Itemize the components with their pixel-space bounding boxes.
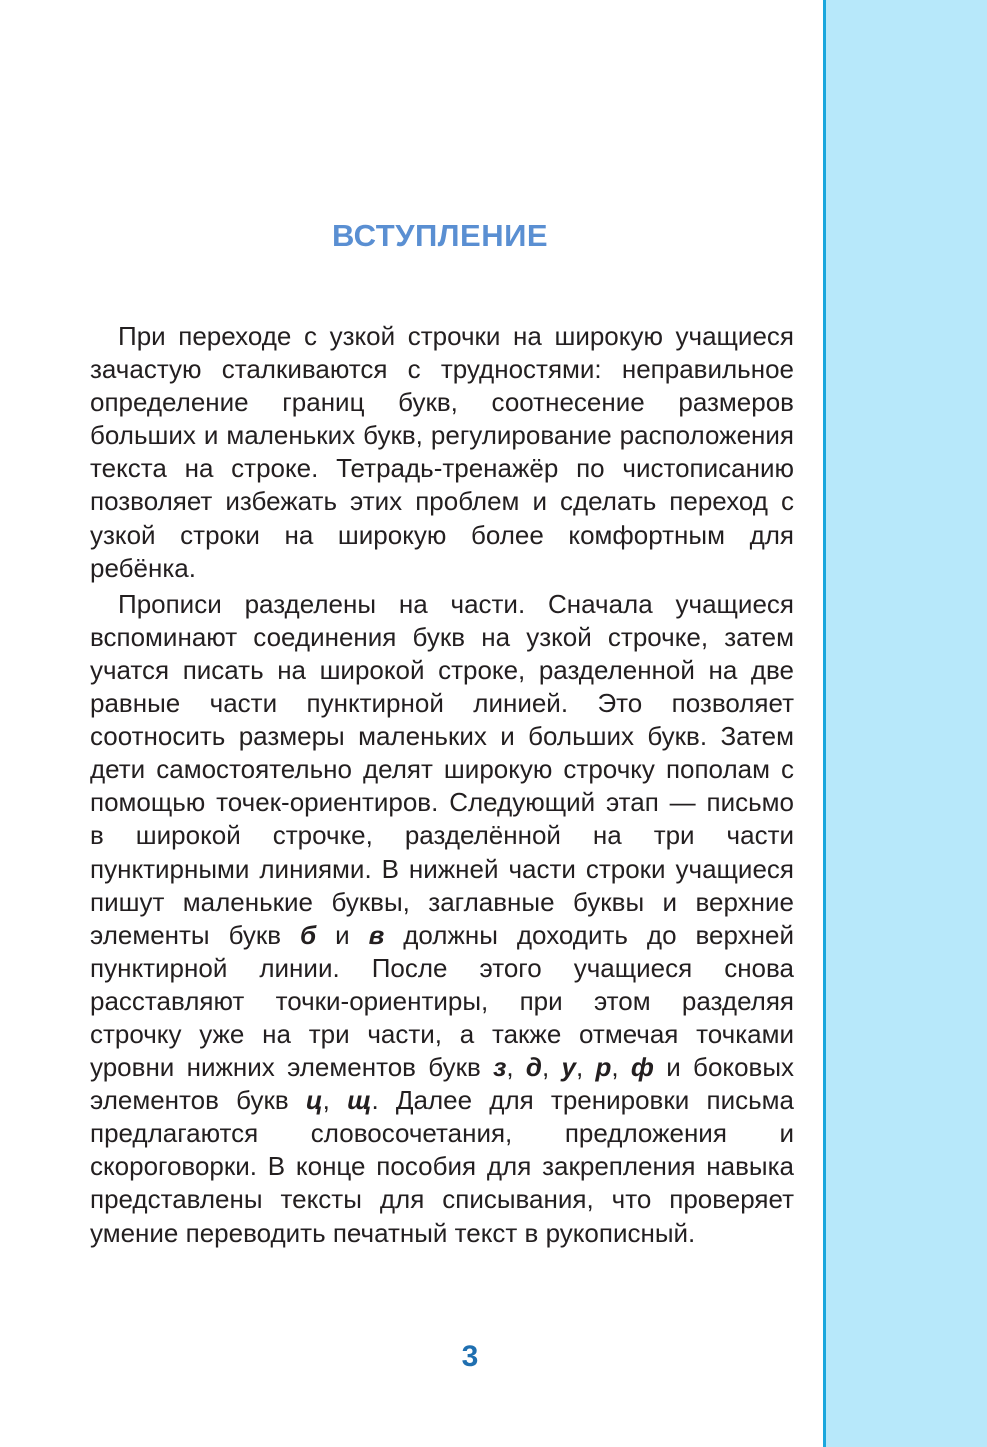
paragraph-2-text: и [316, 919, 369, 950]
paragraph-2-text: . Далее для тренировки письма предлагаются словосочетания, предложения и скороговорки. В конце пособия для закрепления навыка представлены тексты для списывания, что проверяет умение переводить печатный текст в рукописный. [90, 1085, 794, 1248]
letter-u: у [561, 1052, 576, 1083]
paragraph-2-text: , [575, 1052, 596, 1083]
paragraph-2-text: должны доходить до верхней пунктирной линии. После этого учащиеся снова расставляют точки-ориентиры, при этом разделяя строчку уже на три части, а также отмечая точками уровни нижних элементов букв [90, 919, 794, 1083]
paragraph-2 [90, 588, 794, 1250]
paragraph-1 [90, 320, 794, 585]
paragraph-2-text: , [541, 1052, 562, 1083]
letter-z: з [493, 1052, 507, 1083]
paragraph-2-text: , [611, 1052, 631, 1083]
paragraph-2-text: и боковых элементов букв [90, 1052, 795, 1116]
letter-shch: щ [347, 1085, 372, 1116]
letter-r: р [595, 1052, 612, 1083]
body-text [90, 320, 794, 1250]
letter-f: ф [630, 1052, 654, 1083]
letter-v: в [368, 919, 385, 950]
paragraph-2-text: , [506, 1052, 526, 1083]
paragraph-2-text: Прописи разделены на части. Сначала учащиеся вспоминают соединения букв на узкой строчке, затем учатся писать на широкой строке, разделенной на две равные части пунктирной линией. Это позволяет соотносить размеры маленьких и больших букв. Затем дети самостоятельно делят широкую строчку пополам с помощью точек-ориентиров. Следующий этап — письмо в широкой строчке, разделённой на три части пунктирными линиями. В нижней части строки учащиеся пишут маленькие буквы, заглавные буквы и верхние элементы букв [90, 588, 794, 950]
page-title: ВСТУПЛЕНИЕ [331, 218, 549, 253]
letter-b: б [300, 919, 317, 950]
paragraph-2-text: , [322, 1085, 348, 1116]
letter-d: д [525, 1052, 542, 1083]
letter-ts: ц [305, 1085, 323, 1116]
paragraph-1-text: При переходе с узкой строчки на широкую учащиеся зачастую сталкиваются с трудностями: неправильное определение границ букв, соотнесение размеров больших и маленьких букв, регулирование расположения текста на строке. Тетрадь-тренажёр по чистописанию позволяет избежать этих проблем и сделать переход с узкой строки на широкую более комфортным для ребёнка. [90, 321, 794, 583]
page-number: 3 [461, 1340, 479, 1373]
